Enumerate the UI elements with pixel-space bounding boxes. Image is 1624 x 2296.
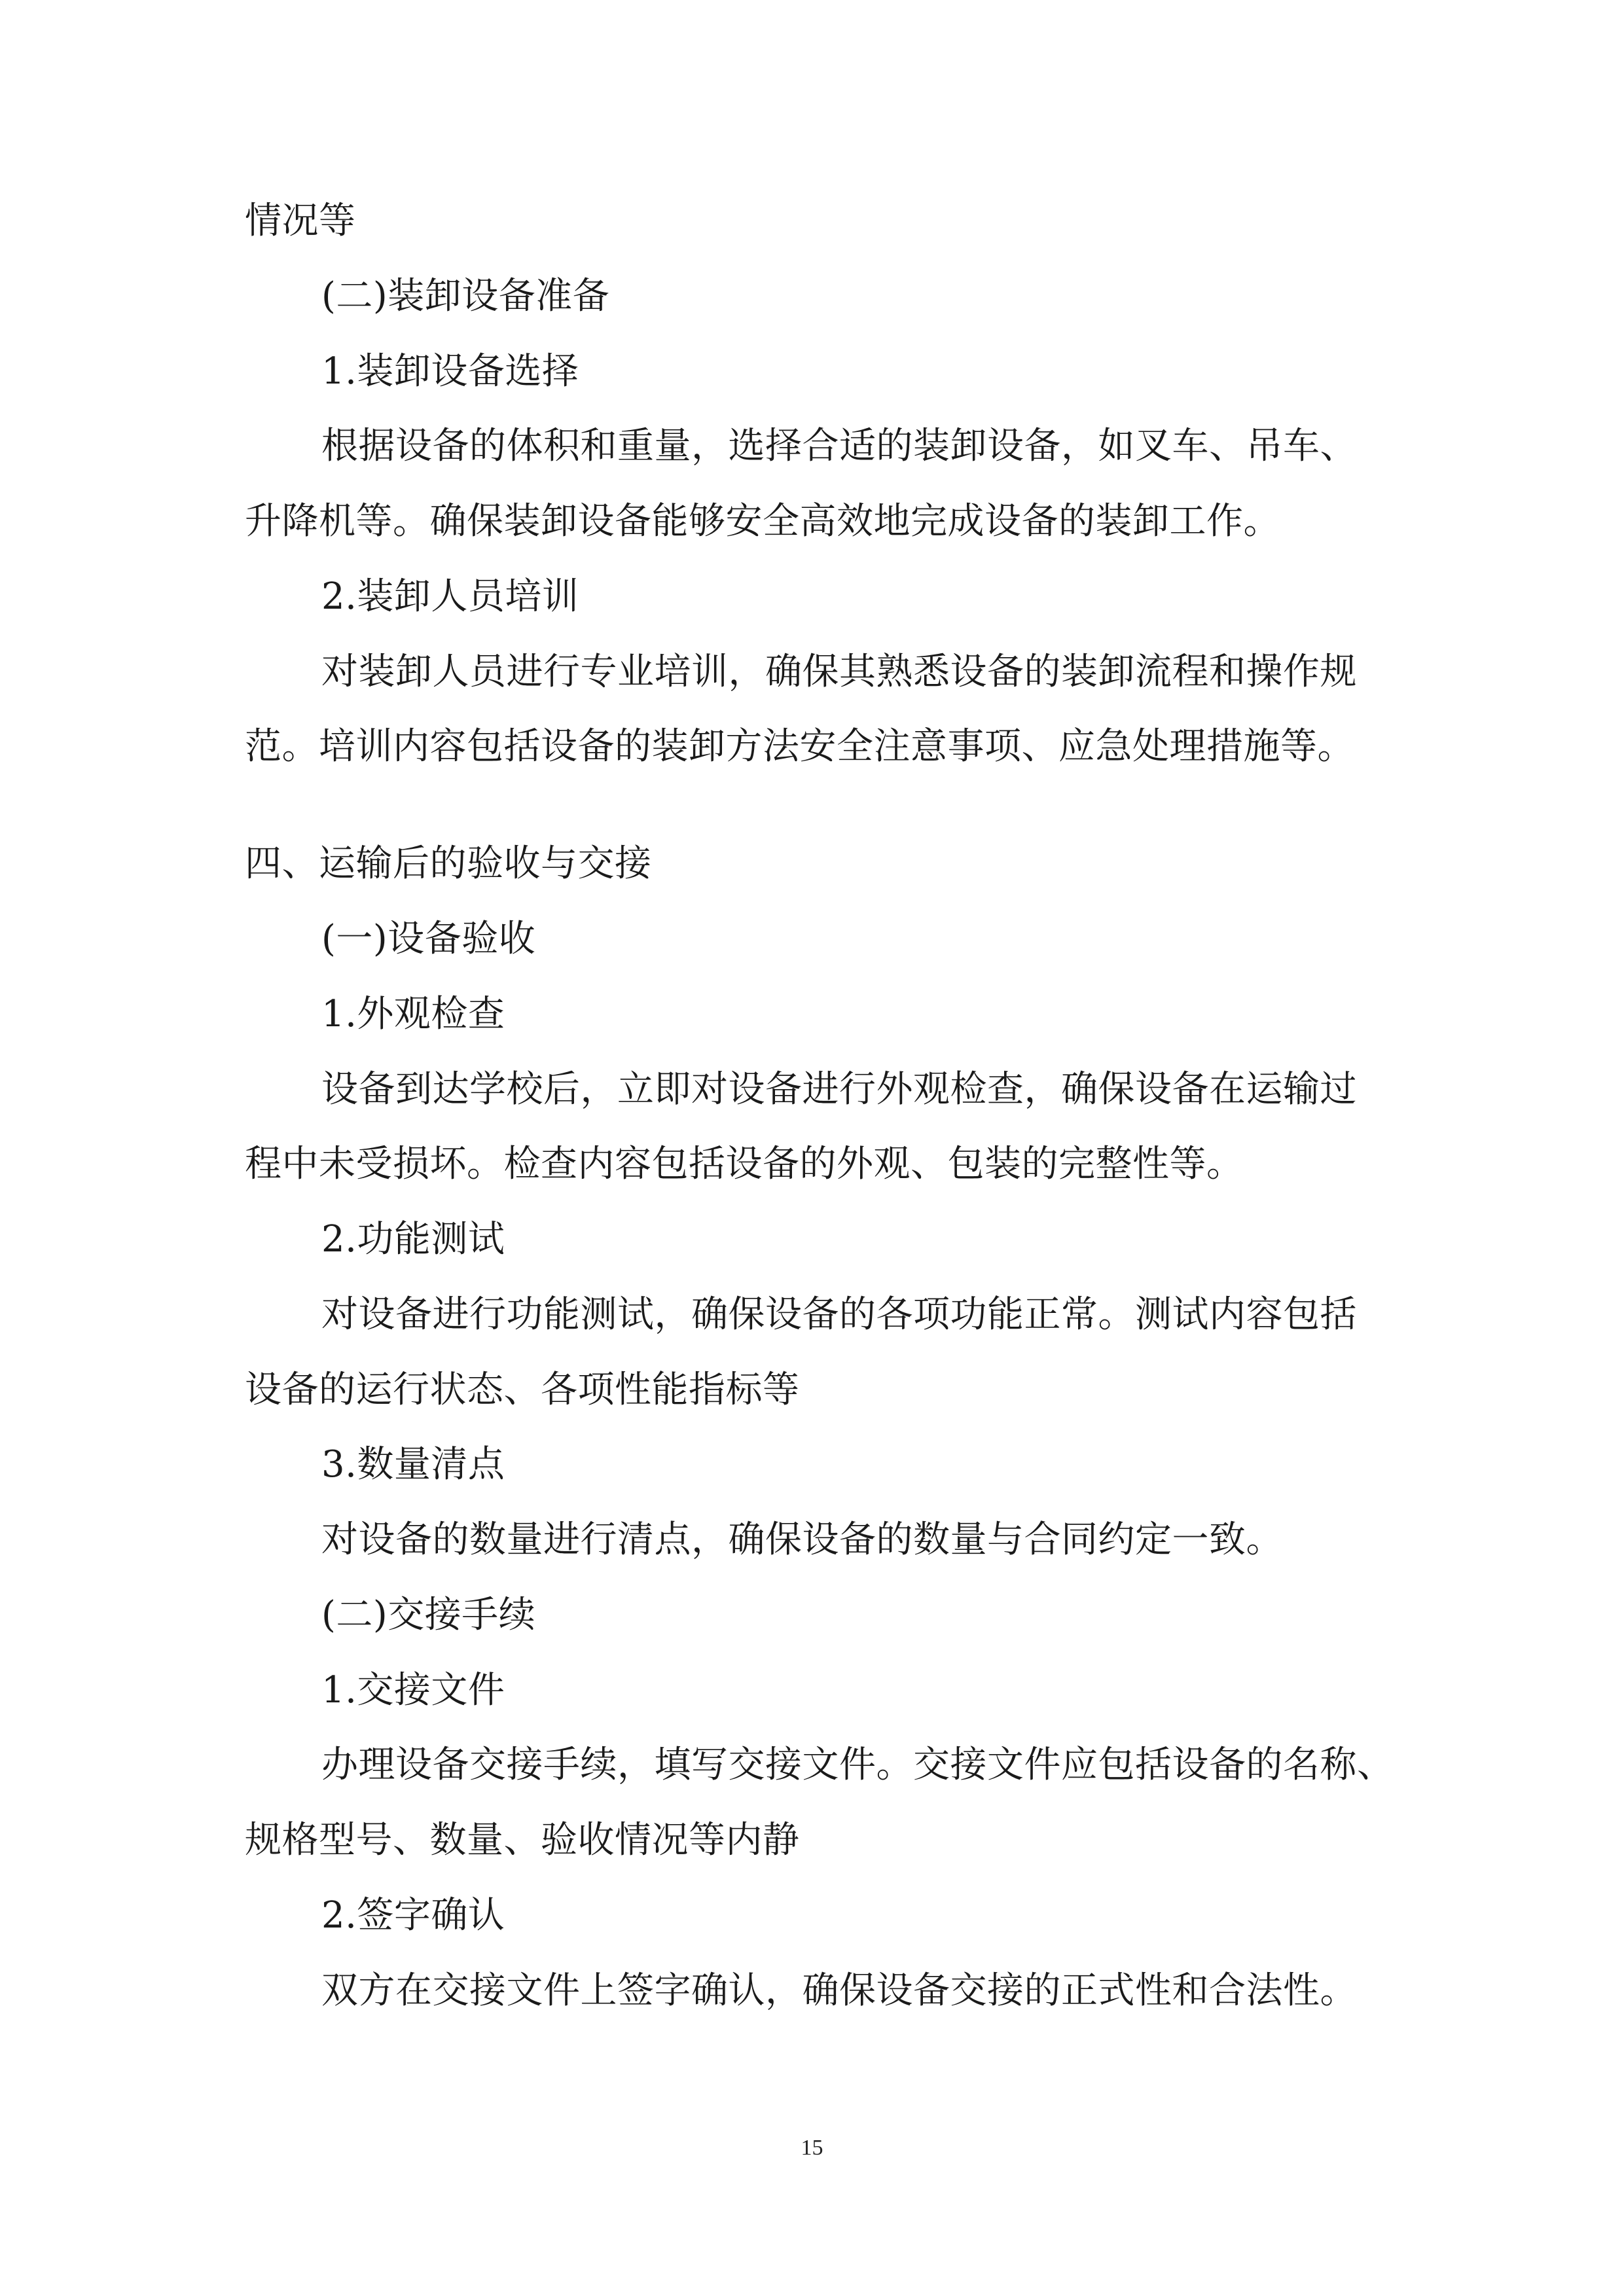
section-heading: (二)装卸设备准备 (321, 275, 610, 317)
subsection-heading: 1.外观检查 (321, 993, 505, 1035)
paragraph-line: 办理设备交接手续，填写交接文件。交接文件应包括设备的名称、 (321, 1744, 1394, 1786)
section-heading: (二)交接手续 (321, 1594, 536, 1636)
paragraph-line: 根据设备的体积和重量，选择合适的装卸设备，如叉车、吊车、 (321, 425, 1357, 467)
paragraph-line: 升降机等。确保装卸设备能够安全高效地完成设备的装卸工作。 (245, 500, 1280, 543)
page-number: 15 (801, 2136, 823, 2160)
subsection-heading: 3.数量清点 (321, 1443, 505, 1486)
subsection-heading: 2.功能测试 (321, 1218, 505, 1261)
paragraph-line: 对设备进行功能测试，确保设备的各项功能正常。测试内容包括 (321, 1293, 1357, 1336)
paragraph-line: 程中未受损坏。检查内容包括设备的外观、包装的完整性等。 (245, 1143, 1244, 1185)
paragraph-line: 设备到达学校后，立即对设备进行外观检查，确保设备在运输过 (321, 1068, 1357, 1111)
paragraph-line: 设备的运行状态、各项性能指标等 (245, 1369, 800, 1411)
paragraph-line: 规格型号、数量、验收情况等内静 (245, 1819, 800, 1861)
subsection-heading: 2.签字确认 (321, 1894, 505, 1937)
paragraph-line: 对设备的数量进行清点，确保设备的数量与合同约定一致。 (321, 1518, 1283, 1561)
section-heading: (一)设备验收 (321, 918, 536, 960)
chapter-heading: 四、运输后的验收与交接 (245, 842, 652, 885)
paragraph-line: 对装卸人员进行专业培训，确保其熟悉设备的装卸流程和操作规 (321, 651, 1357, 693)
paragraph-line: 范。培训内容包括设备的装卸方法安全注意事项、应急处理措施等。 (245, 725, 1354, 768)
subsection-heading: 1.交接文件 (321, 1669, 505, 1712)
paragraph-line: 双方在交接文件上签字确认，确保设备交接的正式性和合法性。 (321, 1969, 1357, 2012)
subsection-heading: 2.装卸人员培训 (321, 575, 579, 618)
text-line: 情况等 (245, 200, 356, 242)
subsection-heading: 1.装卸设备选择 (321, 350, 579, 393)
